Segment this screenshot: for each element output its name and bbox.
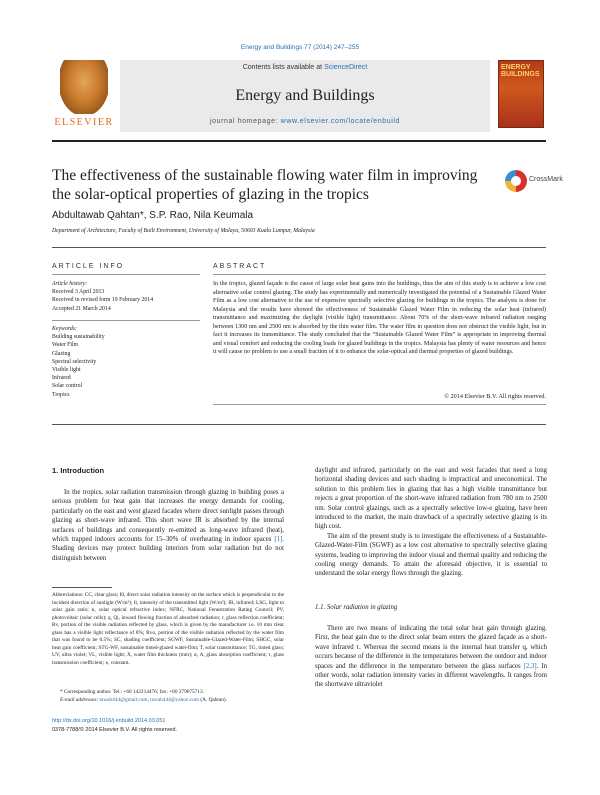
keyword: Building sustainability <box>52 334 105 341</box>
homepage-link[interactable]: www.elsevier.com/locate/enbuild <box>280 118 401 125</box>
divider <box>213 274 546 275</box>
issn-line: 0378-7788/© 2014 Elsevier B.V. All rights reserved. <box>52 727 177 733</box>
section-heading: 1. Introduction <box>52 466 105 475</box>
header-divider <box>52 140 546 142</box>
intro-paragraph: In the tropics, solar radiation transmission through glazing in building poses a serious problem for heat gain that increases the energy demands for cooling, particularly on the east and west glazed facades where direct sunlight passes through glazing as short-wave infrared. This short wave IR is absorbed by the internal surfaces of buildings and consequently re-emitted as long-wave infrared (heat), which trapped indoors accounts for 15–30% of overheating in indoor spaces [1]. Shading devices may protect building interiors from solar radiation but do not distinguish between <box>52 489 284 562</box>
doi-link[interactable]: http://dx.doi.org/10.1016/j.enbuild.2014.03.051 <box>52 718 166 724</box>
paragraph: daylight and infrared, particularly on the east and west facades that need a long horizontal shading devices and such shading is impractical and uneconomical. The solution to this problem lies in glazing that has a high visible transmittance but rejects a great proportion of the short-wave infrared radiation from 780 nm to 2500 nm. Solar control glazings, such as a spectrally selective low-e glazing, have been introduced to the market, the main drawback of a spectrally selective glazing is its high cost. <box>315 467 547 531</box>
journal-citation[interactable]: Energy and Buildings 77 (2014) 247–255 <box>240 44 360 51</box>
divider <box>52 424 546 425</box>
elsevier-logo <box>54 60 114 130</box>
footnote-divider <box>52 587 112 588</box>
abstract-text: In the tropics, glazed façade is the cause of large solar heat gains into the buildings, thus the aim of this study is to achieve a low cost alternative solar control glazing. The study has experimentally and numerically investigated the potential of a Sustainable Glazed Water Film as a low cost alternative to the use of expensive spectrally selective glazing for buildings in the tropics. The analysis is done for Malaysia and the results have showed the effectiveness of Sustainable Glazed Water Film in reducing the solar heat (infrared) transmittance and maximizing the daylight (visible light) transmittance. About 70% of the short-wave infrared radiation ranging between 1300 nm and 2500 nm is absorbed by the thin water film. The water film in question does not obstruct the visible light, but in fact it increases its transmittance. The study concluded that the “Sustainable Glazed Water Film” is appropriate in improving thermal and visual comfort and reducing the cooling loads for glazed buildings in the tropics. Malaysia has plenty of water resources and hence it will cause no problem to use a small fraction of it to enhance the solar-optical and thermal properties of glazed buildings. <box>213 281 546 356</box>
keyword: Water Film <box>52 342 79 349</box>
citation-link[interactable]: [2,3] <box>523 662 537 670</box>
authors: Abdultawab Qahtan*, S.P. Rao, Nila Keumala <box>52 210 254 221</box>
history-item: Accepted 21 March 2014 <box>52 305 111 312</box>
email-link[interactable]: tawab444@gmail.com, tawab444@yahoo.com <box>99 696 200 703</box>
keywords: Keywords: Building sustainability Water Film Glazing Spectral selectivity Visible light Infrared Solar control Tropics <box>52 326 105 398</box>
sciencedirect-link[interactable]: ScienceDirect <box>324 64 368 71</box>
keyword: Glazing <box>52 350 71 357</box>
paragraph: The aim of the present study is to investigate the effectiveness of a Sustainable-Glazed-Water-Film (SGWF) as a low cost alternative to spectrally selective glazing systems, leading to improving the indoor visual and thermal quality and reducing the cooling energy demands. To attain the aforesaid objective, it is essential to understand the solar energy flows through the glazing. <box>315 532 547 578</box>
divider <box>213 404 546 405</box>
keyword: Solar control <box>52 383 83 390</box>
history-item: Received in revised form 19 February 2014 <box>52 297 154 304</box>
keyword: Tropics <box>52 391 70 398</box>
abbreviations-footnote: Abbreviations: CC, clear glass; I0, direct solar radiation intensity on the surface which is perpendicular to the incident direction of sunlight (W/m²); It, intensity of the transmitted light (W/m²); IR, infrared; LSG, light to solar gain ratio; n, solar optical refractive index; NFRC, National Fenestration Rating Council; PV, photovoltaic (solar cells); q, Qi, inward flowing fraction of absorbed radiation; r, glass reflection coefficient; Rv, portion of the visible radiation reflected by glass, which is given by the manufacturer i.e. 10 mm clear glass has a visible light reflectance of 8%; Rvo, portion of the visible radiation reflected by the water film that was found to be 0.5%; SC, shading coefficient; SGWF, Sustainable-Glazed-Water-Film; SHGC, solar heat gain coefficient; STG-WF, sustainable tinted-glazed water-film; T, solar transmittance; TG, tinted glass; UV, ultra violet; VL, visible light; X, water film thickness (mm); α, A, glass absorption coefficient; τ, glass transmission coefficient; κ, constant. <box>52 592 284 666</box>
crossmark-badge[interactable]: CrossMark <box>505 170 561 196</box>
divider <box>52 247 546 248</box>
publisher-name: ELSEVIER <box>54 117 114 128</box>
cover-title: ENERGY BUILDINGS <box>501 64 540 78</box>
corresponding-author-footnote: * Corresponding author. Tel.: +60 142214476; fax: +60 379675713. E-mail addresses: tawab444@gmail.com, tawab444@yahoo.com (A. Qahtan). <box>60 689 227 703</box>
journal-title: Energy and Buildings <box>235 87 375 104</box>
keyword: Visible light <box>52 367 81 374</box>
affiliation: Department of Architecture, Faculty of Built Environment, University of Malaya, 50603 Kuala Lumpur, Malaysia <box>52 228 315 234</box>
article-info-heading: ARTICLE INFO <box>52 263 125 270</box>
elsevier-tree-icon <box>60 60 108 114</box>
history-item: Received 3 April 2013 <box>52 289 105 296</box>
journal-homepage: journal homepage: www.elsevier.com/locate/enbuild <box>209 118 401 125</box>
crossmark-icon <box>505 170 527 192</box>
subsection-heading: 1.1. Solar radiation in glazing <box>315 604 398 611</box>
keyword: Spectral selectivity <box>52 358 97 365</box>
copyright: © 2014 Elsevier B.V. All rights reserved. <box>444 393 546 400</box>
divider <box>52 320 200 321</box>
journal-cover-image <box>498 60 544 128</box>
abstract-heading: ABSTRACT <box>213 263 267 270</box>
intro-right-column <box>315 466 547 579</box>
article-history: Article history: Received 3 April 2013 Received in revised form 19 February 2014 Accepted 21 March 2014 <box>52 281 154 312</box>
article-title: The effectiveness of the sustainable flowing water film in improving the solar-optical properties of glazing in the tropics <box>52 167 478 203</box>
journal-header-box <box>120 60 490 132</box>
paragraph: There are two means of indicating the total solar heat gain through glazing. First, the heat gain due to the direct solar beam enters the glazed façade as a short-wave infrared τ. Whereas the second means is the internal heat transfer q, which occurs because of the difference in the temperatures between the outdoor and indoor spaces and the difference in the temperature between the glass surfaces [2,3]. In other words, solar radiation intensity varies in different wavelengths. It ranges from the shortwave ultraviolet <box>315 625 548 689</box>
contents-line: Contents lists available at ScienceDirect <box>242 64 368 71</box>
keyword: Infrared <box>52 375 71 382</box>
divider <box>52 274 200 275</box>
citation-link[interactable]: [1] <box>274 536 283 544</box>
